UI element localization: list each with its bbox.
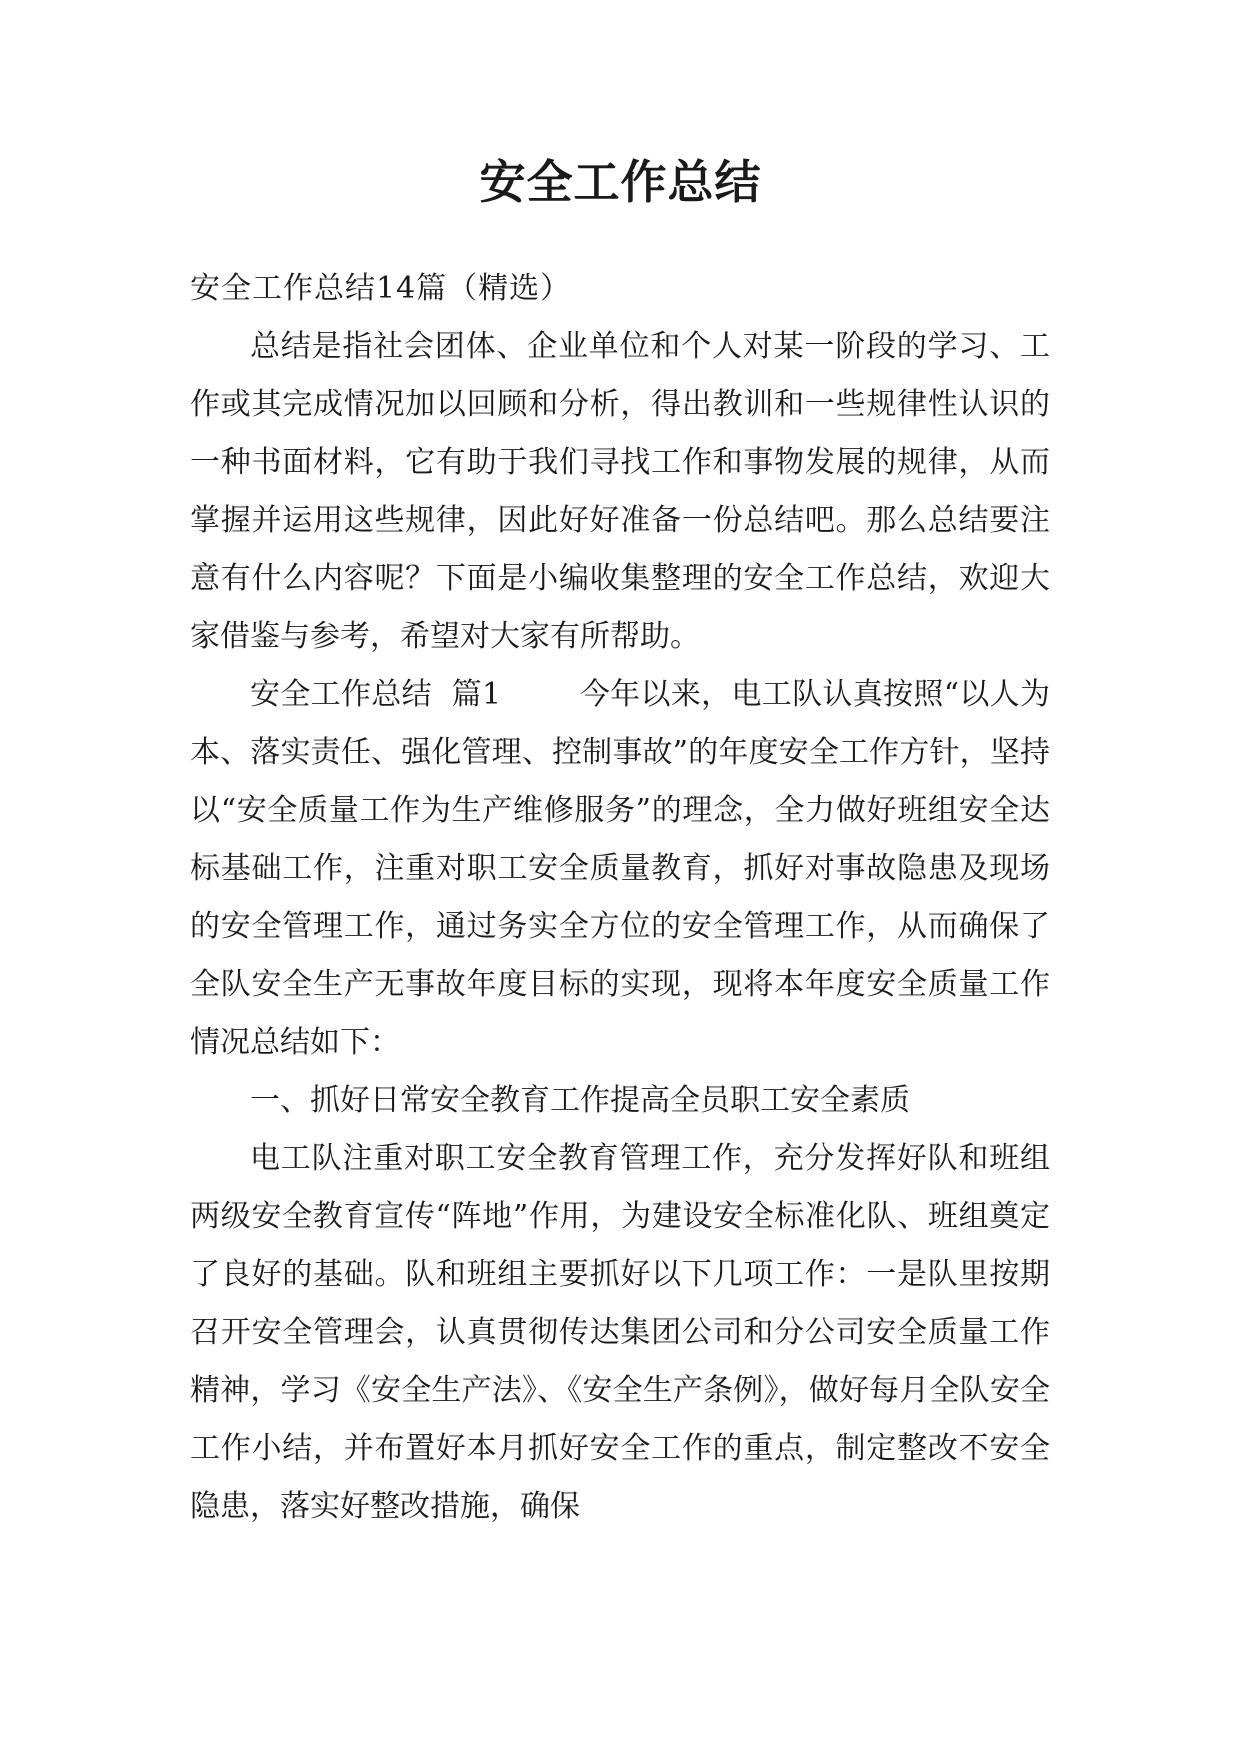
section-heading: 一、抓好日常安全教育工作提高全员职工安全素质	[250, 1083, 910, 1118]
body-paragraph: 电工队注重对职工安全教育管理工作，充分发挥好队和班组两级安全教育宣传“阵地”作用，为建设安全标准化队、班组奠定了良好的基础。队和班组主要抓好以下几项工作：一是队里按期召开安全管理会，认真贯彻传达集团公司和分公司安全质量工作精神，学习《安全生产法》、《安全生产条例》，做好每月全队安全工作小结，并布置好本月抓好安全工作的重点，制定整改不安全隐患，落实好整改措施，确保	[190, 1141, 1050, 1524]
section-1-paragraph: 安全工作总结 篇1 今年以来，电工队认真按照“以人为本、落实责任、强化管理、控制事故”的年度安全工作方针，坚持以“安全质量工作为生产维修服务”的理念，全力做好班组安全达标基础工作，注重对职工安全质量教育，抓好对事故隐患及现场的安全管理工作，通过务实全方位的安全管理工作，从而确保了全队安全生产无事故年度目标的实现，现将本年度安全质量工作情况总结如下：	[190, 677, 1050, 1060]
document-body	[190, 260, 1050, 1536]
intro-paragraph: 总结是指社会团体、企业单位和个人对某一阶段的学习、工作或其完成情况加以回顾和分析，得出教训和一些规律性认识的一种书面材料，它有助于我们寻找工作和事物发展的规律，从而掌握并运用这些规律，因此好好准备一份总结吧。那么总结要注意有什么内容呢？下面是小编收集整理的安全工作总结，欢迎大家借鉴与参考，希望对大家有所帮助。	[190, 329, 1050, 654]
document-subtitle: 安全工作总结14篇（精选）	[190, 271, 572, 306]
document-title: 安全工作总结	[479, 155, 762, 209]
